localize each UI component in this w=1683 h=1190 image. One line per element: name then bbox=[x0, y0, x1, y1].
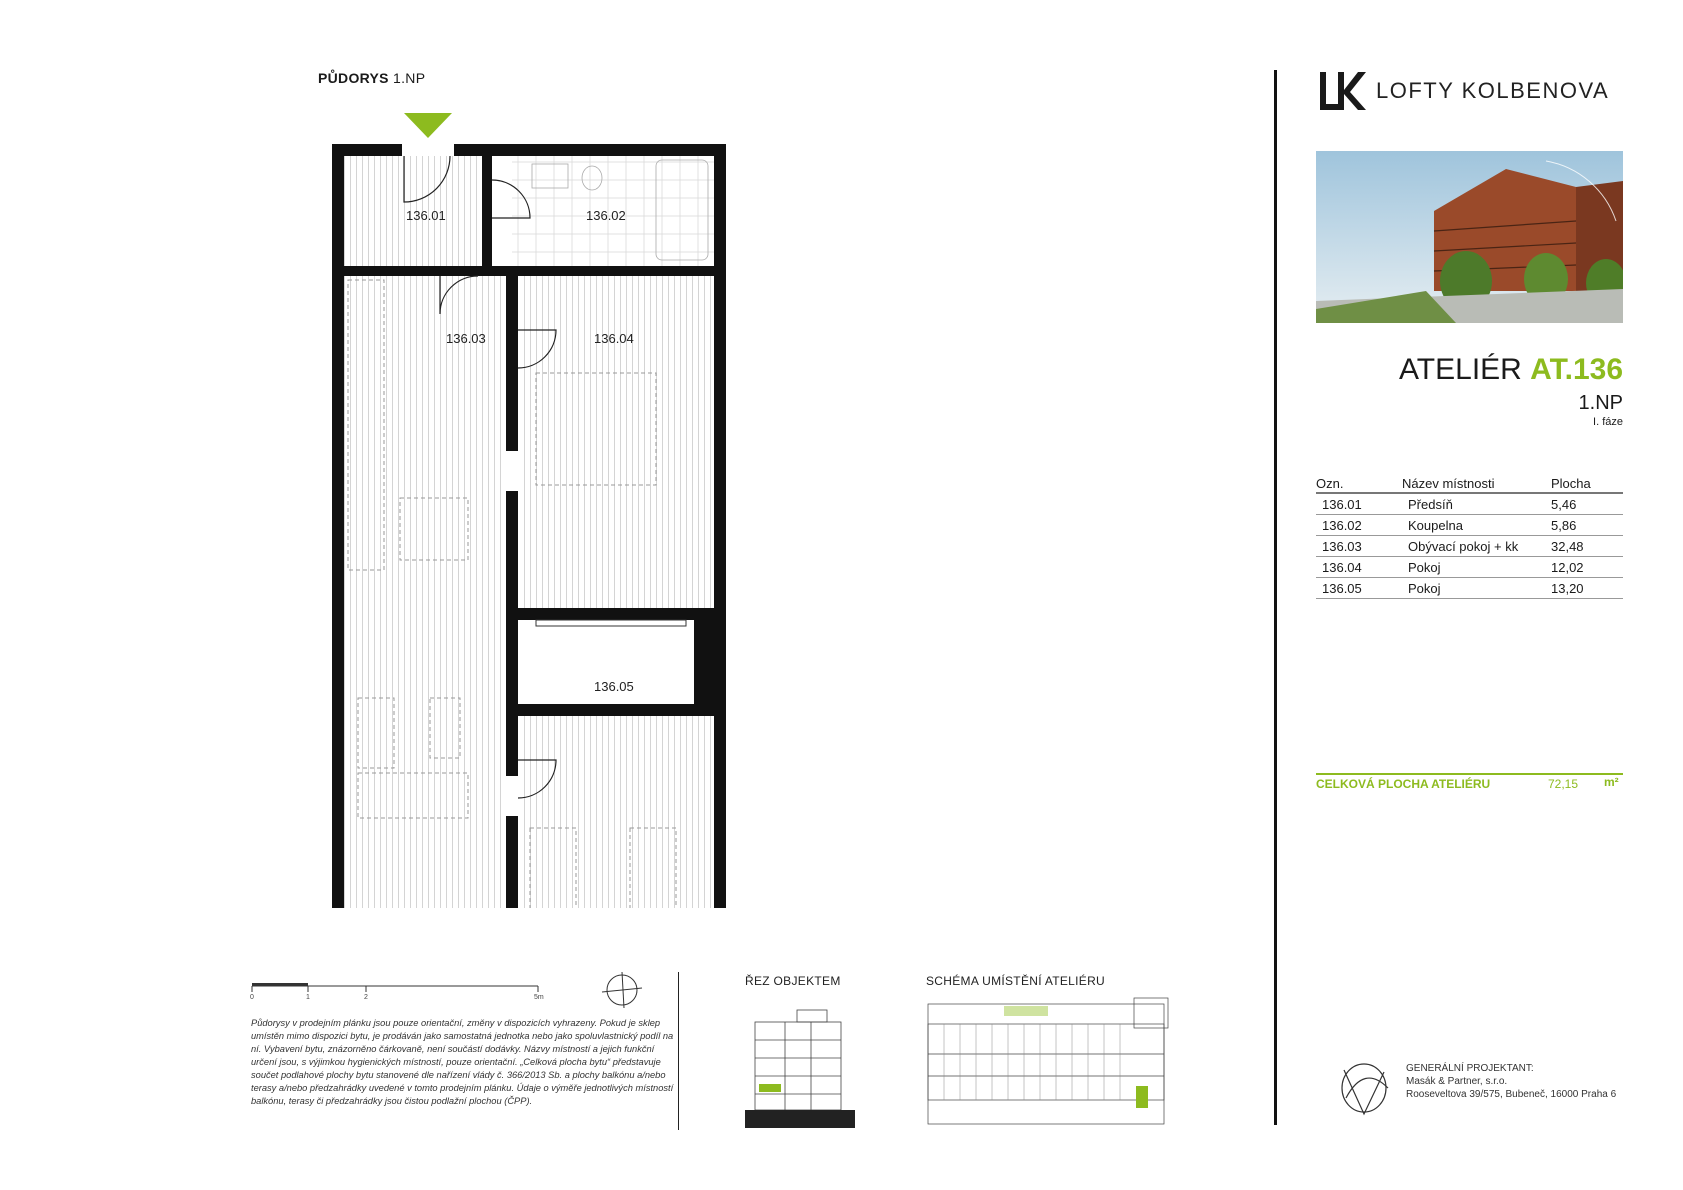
cell-code: 136.01 bbox=[1316, 493, 1402, 515]
building-render-image bbox=[1316, 151, 1623, 323]
brand-name: LOFTY KOLBENOVA bbox=[1376, 78, 1610, 103]
lk-logo-icon bbox=[1316, 70, 1368, 112]
section-highlight bbox=[759, 1084, 781, 1092]
cell-code: 136.05 bbox=[1316, 578, 1402, 599]
cell-name: Koupelna bbox=[1402, 515, 1535, 536]
plan-title bbox=[318, 70, 425, 86]
table-header-row bbox=[1316, 474, 1623, 493]
cell-name: Obývací pokoj + kk bbox=[1402, 536, 1535, 557]
cell-area: 5,86 bbox=[1535, 515, 1623, 536]
unit-code: AT.136 bbox=[1530, 353, 1623, 386]
unit-title bbox=[1399, 353, 1623, 387]
room-label-136-05: 136.05 bbox=[594, 679, 634, 694]
scale-label-1: 1 bbox=[306, 994, 310, 1001]
brand-logo bbox=[1316, 70, 1609, 112]
room-label-136-04: 136.04 bbox=[594, 331, 634, 346]
schema-title: SCHÉMA UMÍSTĚNÍ ATELIÉRU bbox=[926, 974, 1106, 988]
scale-label-5m: 5m bbox=[534, 994, 544, 1001]
unit-phase: I. fáze bbox=[1593, 416, 1623, 428]
unit-floor: 1.NP bbox=[1578, 392, 1623, 414]
floor-136-03 bbox=[344, 276, 506, 908]
table-row bbox=[1316, 515, 1623, 536]
total-divider bbox=[1316, 773, 1623, 775]
scale-label-2: 2 bbox=[364, 994, 368, 1001]
total-unit: m² bbox=[1604, 775, 1619, 789]
entrance-marker bbox=[404, 113, 452, 138]
note-divider bbox=[678, 972, 679, 1130]
table-row bbox=[1316, 578, 1623, 599]
scale-label-0: 0 bbox=[250, 994, 254, 1001]
floor-plan bbox=[320, 108, 740, 908]
rooms-table bbox=[1316, 474, 1623, 599]
cell-name: Předsíň bbox=[1402, 493, 1535, 515]
schema-unit-highlight bbox=[1136, 1086, 1148, 1108]
plan-floor: 1.NP bbox=[393, 70, 426, 86]
designer-logo-icon bbox=[1334, 1058, 1394, 1122]
room-label-136-03: 136.03 bbox=[446, 331, 486, 346]
col-header-code: Ozn. bbox=[1316, 474, 1402, 493]
col-header-name: Název místnosti bbox=[1402, 474, 1535, 493]
cell-code: 136.03 bbox=[1316, 536, 1402, 557]
cell-code: 136.04 bbox=[1316, 557, 1402, 578]
table-row bbox=[1316, 557, 1623, 578]
disclaimer-note: Půdorysy v prodejním plánku jsou pouze orientační, změny v dispozicích vyhrazeny. Pokud je sklep umístěn mimo dispozici bytu, je prodáván jako samostatná jednotka nebo jako spoluvlastnický podíl na ní. Vybavení bytu, znázorněno čárkovaně, není součástí dodávky. Názvy místností a jejich funkční určení jsou, s výjimkou hygienických místností, pouze orientační. „Celková plocha bytu“ představuje součet podlahové plochy bytu stanovené dle nařízení vlády č. 366/2013 Sb. a plochy balkónu a/nebo terasy a/nebo předzahrádky uvedené v tomto prodejním plánku. Údaje o výměře jednotlivých místností balkónu, terasy či předzahrádky jsou čistou podlažní plochou (ČPP). bbox=[251, 1018, 674, 1106]
cell-name: Pokoj bbox=[1402, 578, 1535, 599]
cell-area: 12,02 bbox=[1535, 557, 1623, 578]
total-label: CELKOVÁ PLOCHA ATELIÉRU bbox=[1316, 777, 1491, 791]
designer-title: GENERÁLNÍ PROJEKTANT: bbox=[1406, 1063, 1534, 1074]
cell-name: Pokoj bbox=[1402, 557, 1535, 578]
table-row bbox=[1316, 493, 1623, 515]
cell-area: 32,48 bbox=[1535, 536, 1623, 557]
designer-name: Masák & Partner, s.r.o. bbox=[1406, 1076, 1508, 1087]
col-header-area: Plocha bbox=[1535, 474, 1623, 493]
section-drawing bbox=[745, 1004, 855, 1128]
floor-136-04 bbox=[520, 276, 714, 618]
room-label-136-01: 136.01 bbox=[406, 208, 446, 223]
scale-bar bbox=[248, 980, 548, 1010]
total-value: 72,15 bbox=[1548, 777, 1579, 791]
cell-area: 5,46 bbox=[1535, 493, 1623, 515]
cell-area: 13,20 bbox=[1535, 578, 1623, 599]
plan-title-text: PŮDORYS bbox=[318, 70, 389, 86]
table-row bbox=[1316, 536, 1623, 557]
schema-drawing bbox=[924, 994, 1174, 1128]
room-label-136-02: 136.02 bbox=[586, 208, 626, 223]
designer-block bbox=[1406, 1062, 1616, 1101]
cell-code: 136.02 bbox=[1316, 515, 1402, 536]
unit-prefix: ATELIÉR bbox=[1399, 353, 1522, 386]
panel-divider bbox=[1274, 70, 1277, 1125]
section-title: ŘEZ OBJEKTEM bbox=[745, 974, 841, 988]
designer-address: Rooseveltova 39/575, Bubeneč, 16000 Praha 6 bbox=[1406, 1089, 1617, 1100]
north-arrow-icon bbox=[600, 970, 650, 1010]
floor-136-05 bbox=[520, 716, 714, 908]
